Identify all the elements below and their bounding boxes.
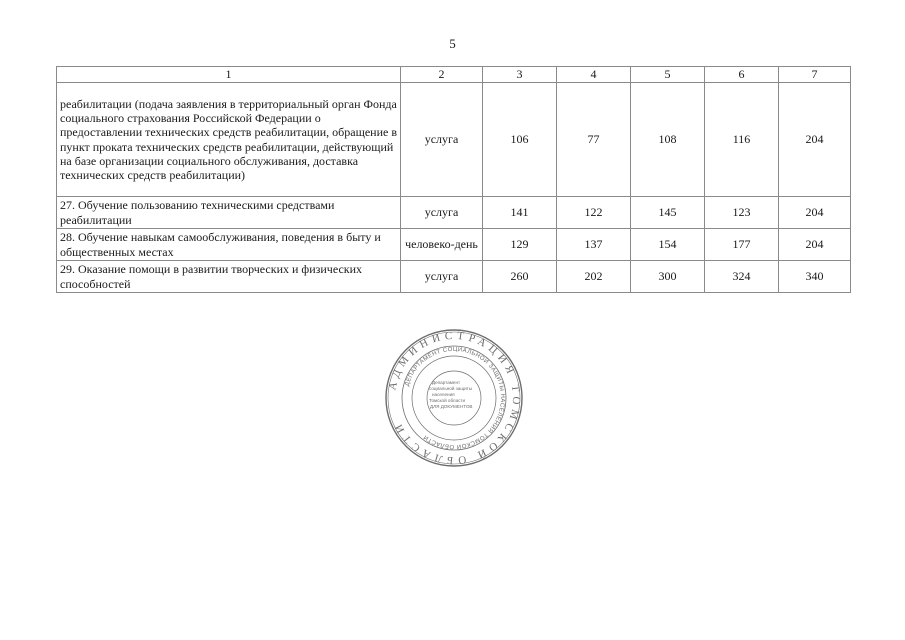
value-cell: 108 [631, 83, 705, 197]
value-cell: 202 [557, 261, 631, 293]
value-cell: 106 [483, 83, 557, 197]
seal-center-line: ДЛЯ ДОКУМЕНТОВ [430, 404, 473, 409]
seal-center-line: Томской области [429, 398, 466, 403]
value-cell: 340 [779, 261, 851, 293]
table-row [57, 83, 851, 197]
column-header: 7 [779, 67, 851, 83]
column-header: 6 [705, 67, 779, 83]
value-cell: 123 [705, 197, 779, 229]
seal-center [429, 380, 473, 409]
column-header: 5 [631, 67, 705, 83]
value-cell: 145 [631, 197, 705, 229]
value-cell: 137 [557, 229, 631, 261]
value-cell: 300 [631, 261, 705, 293]
unit-cell: человеко-день [401, 229, 483, 261]
table-row [57, 261, 851, 293]
value-cell: 77 [557, 83, 631, 197]
service-description: реабилитации (подача заявления в территориальный орган Фонда социального страхования Российской Федерации о предоставлении технических средств реабилитации, обращение в пункт проката технических средств реабилитации, действующий на базе организации социального обслуживания, доставка технических средств реабилитации) [57, 83, 401, 197]
service-description: 29. Оказание помощи в развитии творческих и физических способностей [57, 261, 401, 293]
value-cell: 116 [705, 83, 779, 197]
value-cell: 324 [705, 261, 779, 293]
column-header: 2 [401, 67, 483, 83]
column-header: 1 [57, 67, 401, 83]
column-header: 3 [483, 67, 557, 83]
value-cell: 204 [779, 229, 851, 261]
service-description: 27. Обучение пользованию техническими средствами реабилитации [57, 197, 401, 229]
unit-cell: услуга [401, 197, 483, 229]
seal-outer-text-path: АДМИНИСТРАЦИЯ ТОМСКОЙ ОБЛАСТИ [386, 329, 523, 467]
services-table [56, 66, 851, 293]
value-cell: 154 [631, 229, 705, 261]
table-row [57, 197, 851, 229]
value-cell: 260 [483, 261, 557, 293]
seal-center-line: Департамент [432, 380, 461, 385]
seal-center-line: населения [432, 392, 455, 397]
table-header-row [57, 67, 851, 83]
service-description: 28. Обучение навыкам самообслуживания, поведения в быту и общественных местах [57, 229, 401, 261]
seal-inner-text-path: ДЕПАРТАМЕНТ СОЦИАЛЬНОЙ ЗАЩИТЫ НАСЕЛЕНИЯ ТОМСКОЙ ОБЛАСТИ [404, 346, 506, 450]
value-cell: 141 [483, 197, 557, 229]
value-cell: 204 [779, 197, 851, 229]
official-seal [384, 328, 524, 468]
page-number: 5 [449, 36, 456, 51]
value-cell: 122 [557, 197, 631, 229]
value-cell: 177 [705, 229, 779, 261]
value-cell: 129 [483, 229, 557, 261]
table-row [57, 229, 851, 261]
seal-center-line: социальной защиты [429, 386, 473, 391]
value-cell: 204 [779, 83, 851, 197]
unit-cell: услуга [401, 261, 483, 293]
column-header: 4 [557, 67, 631, 83]
unit-cell: услуга [401, 83, 483, 197]
